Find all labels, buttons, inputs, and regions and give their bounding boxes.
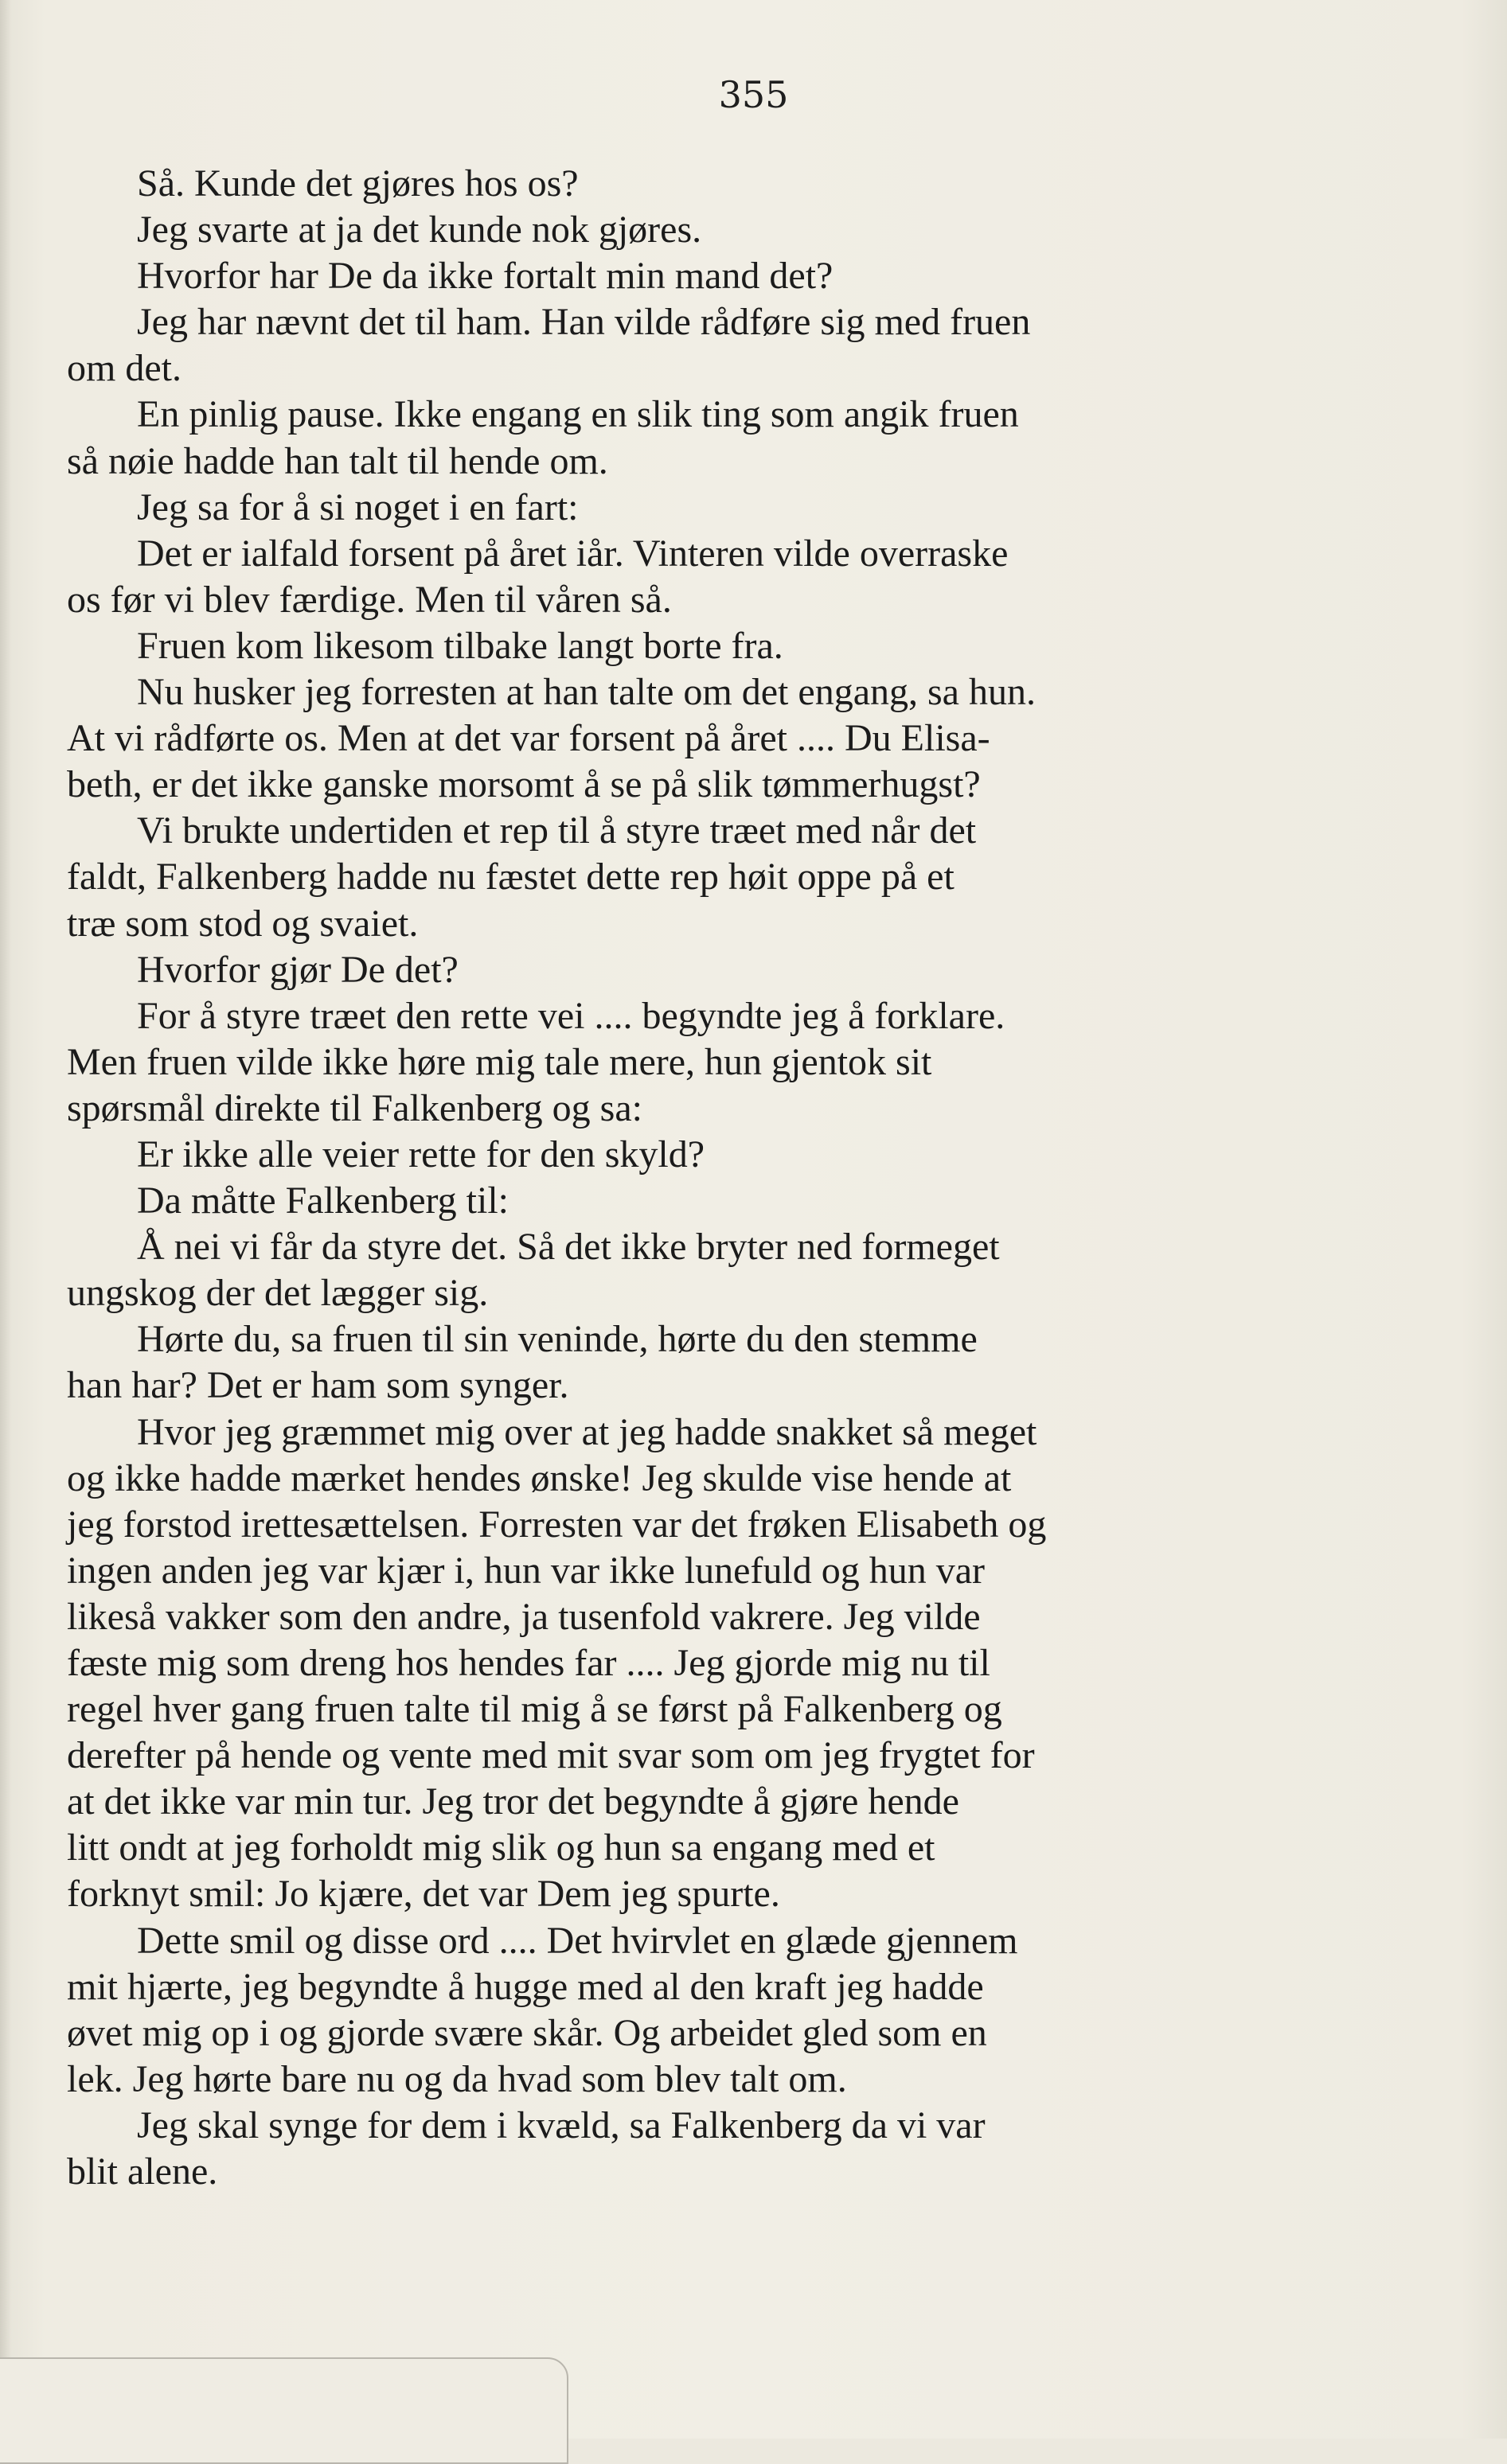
paragraph (67, 1316, 1310, 1409)
text-line: Hvorfor gjør De det? (137, 948, 459, 991)
text-line: ungskog der det lægger sig. (67, 1272, 489, 1315)
page-edge-shadow (0, 0, 11, 2439)
paragraph (67, 669, 1310, 808)
text-line: træ som stod og svaiet. (67, 902, 419, 945)
text-line: faldt, Falkenberg hadde nu fæstet dette rep høit oppe på et (67, 856, 955, 899)
text-line: Hvorfor har De da ikke fortalt min mand det? (137, 255, 834, 298)
text-line: Å nei vi får da styre det. Så det ikke bryter ned formeget (137, 1226, 1000, 1269)
text-line: For å styre træet den rette vei .... begyndte jeg å forklare. (137, 994, 1005, 1037)
text-line: han har? Det er ham som synger. (67, 1364, 569, 1407)
paragraph (67, 299, 1310, 392)
paragraph (102, 161, 1310, 207)
paragraph (102, 1132, 1310, 1178)
text-line: jeg forstod irettesættelsen. Forresten var det frøken Elisabeth og (67, 1503, 1047, 1546)
text-line: mit hjærte, jeg begyndte å hugge med al den kraft jeg hadde (67, 1965, 984, 2008)
paragraph (102, 623, 1310, 669)
text-line: Hørte du, sa fruen til sin veninde, hørte du den stemme (137, 1318, 978, 1361)
paragraph (67, 1409, 1310, 1918)
text-line: fæste mig som dreng hos hendes far .... Jeg gjorde mig nu til (67, 1642, 990, 1684)
text-line: Er ikke alle veier rette for den skyld? (137, 1133, 705, 1175)
text-line: litt ondt at jeg forholdt mig slik og hun sa engang med et (67, 1827, 935, 1869)
paragraph (102, 253, 1310, 299)
paragraph (102, 1178, 1310, 1224)
page-number: 355 (718, 73, 789, 116)
body-text (67, 161, 1310, 2195)
text-line: Jeg har nævnt det til ham. Han vilde rådføre sig med fruen (137, 301, 1031, 344)
text-line: om det. (67, 347, 182, 390)
text-line: derefter på hende og vente med mit svar som om jeg frygtet for (67, 1734, 1035, 1777)
text-line: regel hver gang fruen talte til mig å se først på Falkenberg og (67, 1688, 1002, 1731)
text-line: En pinlig pause. Ikke engang en slik ting som angik fruen (137, 393, 1019, 436)
paragraph (67, 392, 1310, 484)
page-tab-marker (0, 2357, 568, 2464)
text-line: beth, er det ikke ganske morsomt å se på slik tømmerhugst? (67, 763, 981, 806)
text-line: Nu husker jeg forresten at han talte om det engang, sa hun. (137, 671, 1036, 714)
text-line: os før vi blev færdige. Men til våren så. (67, 578, 672, 621)
text-line: Jeg skal synge for dem i kvæld, sa Falkenberg da vi var (137, 2103, 986, 2146)
text-line: Fruen kom likesom tilbake langt borte fra. (137, 624, 783, 667)
text-line: Men fruen vilde ikke høre mig tale mere, hun gjentok sit (67, 1040, 932, 1083)
paragraph (102, 947, 1310, 993)
text-line: øvet mig op i og gjorde svære skår. Og arbeidet gled som en (67, 2011, 987, 2054)
text-line: ingen anden jeg var kjær i, hun var ikke lunefuld og hun var (67, 1549, 986, 1592)
text-line: at det ikke var min tur. Jeg tror det begyndte å gjøre hende (67, 1780, 959, 1823)
text-line: blit alene. (67, 2150, 218, 2193)
text-line: Jeg sa for å si noget i en fart: (137, 485, 579, 528)
paragraph (67, 531, 1310, 623)
text-line: Det er ialfald forsent på året iår. Vinteren vilde overraske (137, 532, 1009, 575)
text-line: Dette smil og disse ord .... Det hvirvlet en glæde gjennem (137, 1919, 1018, 1962)
text-line: forknyt smil: Jo kjære, det var Dem jeg spurte. (67, 1873, 780, 1916)
text-line: lek. Jeg hørte bare nu og da hvad som blev talt om. (67, 2057, 847, 2100)
paragraph (102, 207, 1310, 253)
text-line: Da måtte Falkenberg til: (137, 1179, 509, 1222)
paragraph (67, 1224, 1310, 1316)
paragraph (67, 808, 1310, 946)
text-line: Vi brukte undertiden et rep til å styre træet med når det (137, 809, 977, 852)
text-line: så nøie hadde han talt til hende om. (67, 439, 608, 482)
paragraph (102, 485, 1310, 531)
text-line: likeså vakker som den andre, ja tusenfold vakrere. Jeg vilde (67, 1595, 981, 1638)
text-line: At vi rådførte os. Men at det var forsent på året .... Du Elisa- (67, 717, 990, 760)
paragraph (67, 1918, 1310, 2103)
paragraph (67, 993, 1310, 1132)
text-line: Så. Kunde det gjøres hos os? (137, 162, 579, 205)
text-line: spørsmål direkte til Falkenberg og sa: (67, 1086, 642, 1129)
text-line: Jeg svarte at ja det kunde nok gjøres. (137, 209, 702, 251)
text-line: og ikke hadde mærket hendes ønske! Jeg skulde vise hende at (67, 1456, 1012, 1499)
text-line: Hvor jeg græmmet mig over at jeg hadde snakket så meget (137, 1410, 1037, 1453)
paragraph (67, 2103, 1310, 2195)
